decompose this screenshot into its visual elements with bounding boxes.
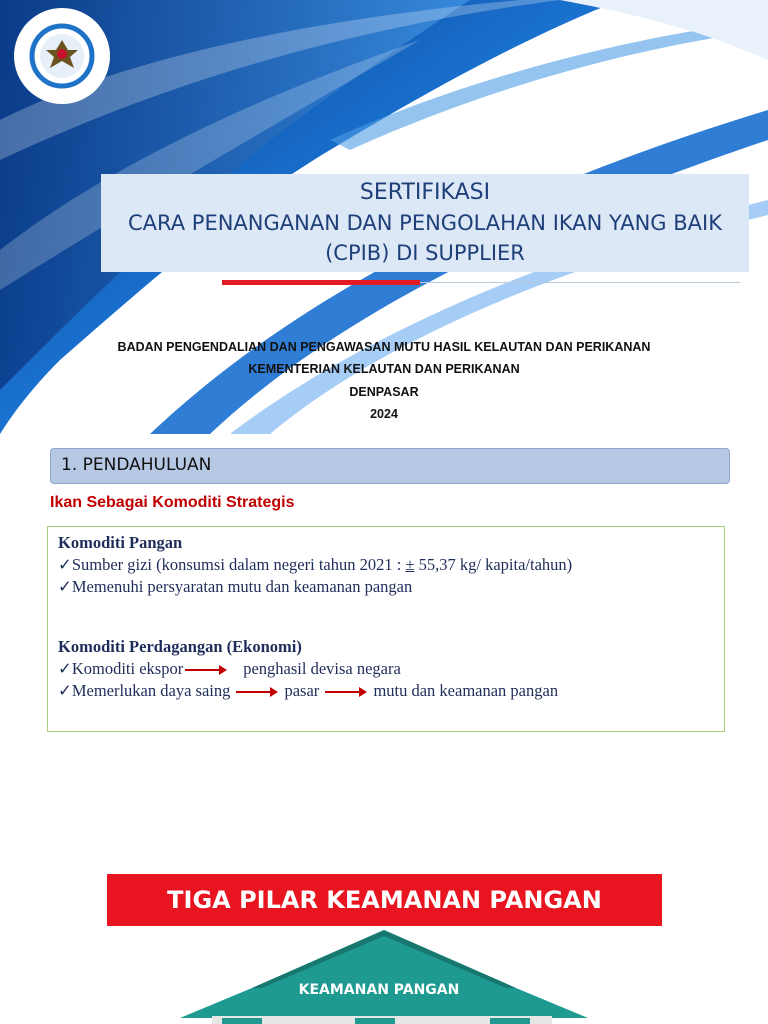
title-slide (0, 0, 768, 434)
section-subtitle: Ikan Sebagai Komoditi Strategis (50, 494, 295, 511)
org-year: 2024 (370, 407, 398, 421)
roof-label: KEAMANAN PANGAN (298, 982, 460, 998)
three-pillars-slide (0, 822, 768, 1024)
pillars-banner-title: TIGA PILAR KEAMANAN PANGAN (167, 886, 602, 914)
title-sub: CARA PENANGANAN DAN PENGOLAHAN IKAN YANG BAIK (CPIB) DI SUPPLIER (127, 211, 722, 265)
pillars-banner (107, 874, 662, 926)
org-city: DENPASAR (349, 385, 419, 399)
pillar-top (490, 1018, 530, 1024)
section-header-bar (50, 448, 730, 484)
title-underline-accent (222, 280, 420, 285)
org-agency: BADAN PENGENDALIAN DAN PENGAWASAN MUTU HASIL KELAUTAN DAN PERIKANAN (117, 340, 651, 354)
ministry-seal-icon (12, 6, 112, 106)
introduction-slide (0, 434, 768, 822)
roof-shape (176, 928, 592, 1018)
content-box (47, 526, 725, 732)
list-item: ✓Memenuhi persyaratan mutu dan keamanan pangan (58, 577, 413, 596)
list-item: ✓Memerlukan daya saing pasar mutu dan keamanan pangan (58, 681, 559, 700)
pillar-top (222, 1018, 262, 1024)
pillar-top (355, 1018, 395, 1024)
section-title: 1. PENDAHULUAN (61, 455, 212, 475)
arrow-right-icon (236, 687, 278, 697)
ministry-logo (12, 6, 112, 106)
group-heading-trade: Komoditi Perdagangan (Ekonomi) (58, 637, 302, 656)
title-underline-rule (420, 282, 740, 283)
org-ministry: KEMENTERIAN KELAUTAN DAN PERIKANAN (248, 362, 520, 376)
title-main: SERTIFIKASI (359, 180, 491, 205)
title-box (101, 174, 749, 272)
group-heading-food: Komoditi Pangan (58, 533, 183, 552)
arrow-right-icon (185, 665, 227, 675)
list-item: ✓Komoditi ekspor penghasil devisa negara (58, 659, 401, 678)
list-item: ✓Sumber gizi (konsumsi dalam negeri tahun 2021 : ± 55,37 kg/ kapita/tahun) (58, 555, 573, 574)
plus-minus-sign: ± (405, 555, 415, 574)
arrow-right-icon (325, 687, 367, 697)
